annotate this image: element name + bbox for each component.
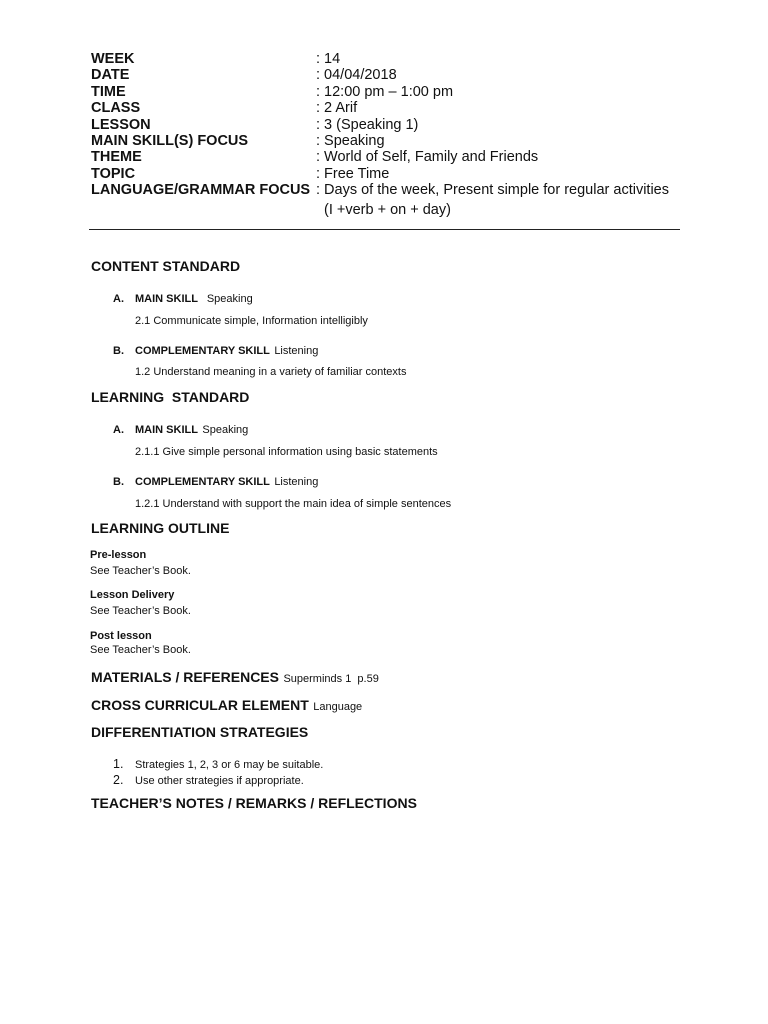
header-value: : Speaking	[316, 133, 385, 150]
list-marker: A.	[113, 424, 124, 436]
content-standard-heading: CONTENT STANDARD	[91, 258, 241, 274]
header-key: LESSON	[91, 116, 151, 133]
content-standard-a-detail: 2.1 Communicate simple, Information intelligibly	[135, 315, 368, 327]
cross-curricular-heading: CROSS CURRICULAR ELEMENT	[91, 697, 309, 713]
cross-curricular-line	[91, 697, 362, 715]
header-key: TOPIC	[91, 165, 136, 182]
skill-label: MAIN SKILL	[135, 424, 198, 436]
header-row-week	[91, 51, 691, 67]
content-standard-b-detail: 1.2 Understand meaning in a variety of familiar contexts	[135, 366, 407, 378]
learning-standard-a-detail: 2.1.1 Give simple personal information using basic statements	[135, 446, 438, 458]
header-row-date	[91, 67, 691, 83]
skill-label: MAIN SKILL	[135, 293, 198, 305]
header-value: : 2 Arif	[316, 100, 358, 117]
skill-value: Listening	[274, 345, 319, 357]
header-row-class	[91, 100, 691, 116]
header-row-theme	[91, 149, 691, 165]
lesson-header	[91, 51, 691, 219]
header-row-topic	[91, 166, 691, 182]
header-grammar-continuation: (I +verb + on + day)	[324, 201, 451, 218]
differentiation-item	[113, 771, 304, 789]
learning-standard-b	[113, 472, 318, 490]
header-value: : World of Self, Family and Friends	[316, 149, 539, 166]
header-key: MAIN SKILL(S) FOCUS	[91, 133, 249, 150]
header-row-lesson	[91, 117, 691, 133]
strategy-text: Strategies 1, 2, 3 or 6 may be suitable.	[135, 759, 324, 771]
materials-value: Superminds 1 p.59	[283, 673, 379, 685]
materials-line	[91, 669, 379, 687]
lesson-delivery-title: Lesson Delivery	[90, 589, 175, 601]
skill-value: Speaking	[202, 424, 249, 436]
header-value: : 14	[316, 51, 341, 67]
lesson-delivery-text: See Teacher’s Book.	[90, 605, 191, 617]
list-marker: B.	[113, 476, 124, 488]
pre-lesson-title: Pre-lesson	[90, 549, 147, 561]
learning-standard-heading: LEARNING STANDARD	[91, 389, 250, 405]
header-divider	[89, 229, 680, 230]
header-value: : Days of the week, Present simple for regular activities	[316, 182, 669, 199]
cross-curricular-value: Language	[313, 701, 363, 713]
teacher-notes-heading: TEACHER’S NOTES / REMARKS / REFLECTIONS	[91, 795, 417, 811]
header-value: : 04/04/2018	[316, 67, 397, 84]
learning-outline-heading: LEARNING OUTLINE	[91, 520, 230, 536]
learning-standard-b-detail: 1.2.1 Understand with support the main idea of simple sentences	[135, 498, 452, 510]
header-row-time	[91, 84, 691, 100]
header-key: THEME	[91, 149, 142, 166]
list-number: 2.	[113, 773, 124, 787]
differentiation-heading: DIFFERENTIATION STRATEGIES	[91, 724, 309, 740]
header-row-main-skill	[91, 133, 691, 149]
header-value: : Free Time	[316, 165, 390, 182]
list-marker: A.	[113, 293, 124, 305]
content-standard-b	[113, 341, 318, 359]
header-key: TIME	[91, 83, 126, 100]
pre-lesson-text: See Teacher’s Book.	[90, 565, 191, 577]
header-key: CLASS	[91, 100, 141, 117]
content-standard-a	[113, 289, 253, 307]
header-value: : 12:00 pm – 1:00 pm	[316, 83, 454, 100]
list-marker: B.	[113, 345, 124, 357]
post-lesson-title: Post lesson	[90, 630, 152, 642]
header-value: : 3 (Speaking 1)	[316, 116, 419, 133]
skill-value: Listening	[274, 476, 319, 488]
skill-value: Speaking	[206, 293, 253, 305]
header-key: LANGUAGE/GRAMMAR FOCUS	[91, 182, 311, 199]
header-key: DATE	[91, 67, 130, 84]
strategy-text: Use other strategies if appropriate.	[135, 775, 304, 787]
materials-heading: MATERIALS / REFERENCES	[91, 669, 279, 685]
header-row-grammar	[91, 182, 691, 198]
skill-label: COMPLEMENTARY SKILL	[135, 345, 270, 357]
post-lesson-text: See Teacher’s Book.	[90, 644, 191, 656]
header-key: WEEK	[91, 51, 135, 67]
list-number: 1.	[113, 757, 124, 771]
skill-label: COMPLEMENTARY SKILL	[135, 476, 270, 488]
learning-standard-a	[113, 420, 248, 438]
